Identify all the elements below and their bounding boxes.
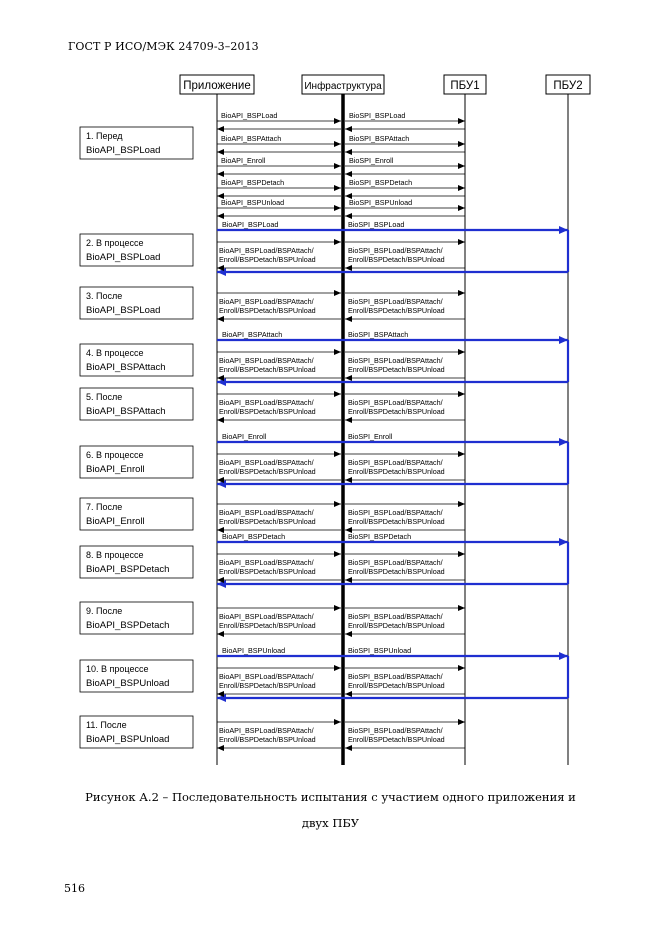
combined-spi-text-2: Enroll/BSPDetach/BSPUnload	[348, 365, 445, 374]
phase-label-line1: 2. В процессе	[86, 238, 144, 248]
phase-label-line2: BioAPI_BSPUnload	[86, 678, 170, 689]
combined-api-text-1: BioAPI_BSPLoad/BSPAttach/	[219, 297, 314, 306]
page-number: 516	[64, 882, 85, 895]
combined-api-text-2: Enroll/BSPDetach/BSPUnload	[219, 681, 316, 690]
combined-api-text-1: BioAPI_BSPLoad/BSPAttach/	[219, 558, 314, 567]
phase-label-line1: 3. После	[86, 291, 123, 301]
phase-label-line2: BioAPI_Enroll	[86, 516, 145, 527]
combined-api-text-2: Enroll/BSPDetach/BSPUnload	[219, 567, 316, 576]
phase-label-line2: BioAPI_BSPUnload	[86, 734, 170, 745]
phase-call-spi-label: BioSPI_BSPUnload	[348, 646, 412, 655]
combined-spi-text-1: BioSPI_BSPLoad/BSPAttach/	[348, 458, 443, 467]
combined-spi-text-1: BioSPI_BSPLoad/BSPAttach/	[348, 558, 443, 567]
phase-label-line1: 9. После	[86, 606, 123, 616]
combined-api-text-1: BioAPI_BSPLoad/BSPAttach/	[219, 356, 314, 365]
phase-label-line1: 6. В процессе	[86, 450, 144, 460]
combined-api-text-2: Enroll/BSPDetach/BSPUnload	[219, 735, 316, 744]
phase-call-spi-label: BioSPI_BSPAttach	[348, 330, 409, 339]
phase-label-line1: 10. В процессе	[86, 664, 149, 674]
phase-call-api-label: BioAPI_BSPAttach	[222, 330, 283, 339]
combined-spi-text-2: Enroll/BSPDetach/BSPUnload	[348, 517, 445, 526]
combined-api-text-1: BioAPI_BSPLoad/BSPAttach/	[219, 672, 314, 681]
combined-spi-text-2: Enroll/BSPDetach/BSPUnload	[348, 467, 445, 476]
combined-api-text-2: Enroll/BSPDetach/BSPUnload	[219, 407, 316, 416]
combined-spi-text-1: BioSPI_BSPLoad/BSPAttach/	[348, 726, 443, 735]
combined-api-text-1: BioAPI_BSPLoad/BSPAttach/	[219, 458, 314, 467]
initial-message-2	[217, 134, 465, 152]
combined-spi-text-2: Enroll/BSPDetach/BSPUnload	[348, 567, 445, 576]
combined-spi-text-1: BioSPI_BSPLoad/BSPAttach/	[348, 612, 443, 621]
phase-4	[80, 330, 568, 382]
figure-caption-line-2: двух ПБУ	[301, 816, 360, 830]
initial-message-spi-call-label: BioSPI_Enroll	[349, 156, 394, 165]
phase-3	[80, 287, 465, 319]
phase-label-line2: BioAPI_BSPLoad	[86, 252, 161, 263]
initial-message-5	[217, 198, 465, 216]
combined-spi-text-2: Enroll/BSPDetach/BSPUnload	[348, 306, 445, 315]
participant-label: Инфраструктура	[304, 81, 382, 92]
phase-label-line1: 1. Перед	[86, 131, 123, 141]
phase-9	[80, 602, 465, 634]
phase-call-spi-label: BioSPI_BSPDetach	[348, 532, 412, 541]
phase-label-line1: 5. После	[86, 392, 123, 402]
participant-label: Приложение	[183, 80, 251, 92]
phase-5	[80, 388, 465, 420]
initial-message-api-call-label: BioAPI_BSPDetach	[221, 178, 285, 187]
combined-api-text-2: Enroll/BSPDetach/BSPUnload	[219, 365, 316, 374]
combined-spi-text-1: BioSPI_BSPLoad/BSPAttach/	[348, 672, 443, 681]
phase-11	[80, 716, 465, 748]
combined-spi-text-1: BioSPI_BSPLoad/BSPAttach/	[348, 356, 443, 365]
phase-2	[80, 220, 568, 272]
phase-label-line1: 4. В процессе	[86, 348, 144, 358]
phase-label-line2: BioAPI_BSPAttach	[86, 406, 166, 417]
initial-message-api-call-label: BioAPI_Enroll	[221, 156, 266, 165]
initial-message-spi-call-label: BioSPI_BSPDetach	[349, 178, 413, 187]
phase-label-line2: BioAPI_BSPDetach	[86, 564, 170, 575]
combined-api-text-1: BioAPI_BSPLoad/BSPAttach/	[219, 612, 314, 621]
combined-api-text-2: Enroll/BSPDetach/BSPUnload	[219, 621, 316, 630]
figure-caption-line-1: Рисунок А.2 – Последовательность испытания с участием одного приложения и	[85, 790, 576, 804]
initial-message-api-call-label: BioAPI_BSPUnload	[221, 198, 285, 207]
phase-label-line1: 11. После	[86, 720, 127, 730]
combined-api-text-1: BioAPI_BSPLoad/BSPAttach/	[219, 398, 314, 407]
initial-message-3	[217, 156, 465, 174]
combined-api-text-1: BioAPI_BSPLoad/BSPAttach/	[219, 726, 314, 735]
combined-spi-text-2: Enroll/BSPDetach/BSPUnload	[348, 255, 445, 264]
phase-label-line1: 8. В процессе	[86, 550, 144, 560]
initial-message-spi-call-label: BioSPI_BSPUnload	[349, 198, 413, 207]
document-header: ГОСТ Р ИСО/МЭК 24709-3–2013	[68, 40, 259, 53]
phase-call-api-label: BioAPI_BSPLoad	[222, 220, 279, 229]
combined-spi-text-1: BioSPI_BSPLoad/BSPAttach/	[348, 246, 443, 255]
phase-call-api-label: BioAPI_BSPUnload	[222, 646, 286, 655]
participant-infrastructure	[302, 75, 384, 94]
initial-message-1	[217, 111, 465, 129]
combined-spi-text-1: BioSPI_BSPLoad/BSPAttach/	[348, 398, 443, 407]
initial-message-4	[217, 178, 465, 196]
phase-call-api-label: BioAPI_Enroll	[222, 432, 267, 441]
participant-label: ПБУ2	[553, 80, 583, 92]
phase-call-api-label: BioAPI_BSPDetach	[222, 532, 286, 541]
initial-message-api-call-label: BioAPI_BSPAttach	[221, 134, 282, 143]
phase-label-line2: BioAPI_BSPAttach	[86, 362, 166, 373]
phase-label-line2: BioAPI_BSPLoad	[86, 305, 161, 316]
phase-6	[80, 432, 568, 484]
combined-api-text-2: Enroll/BSPDetach/BSPUnload	[219, 467, 316, 476]
phase-1	[80, 127, 193, 159]
phase-call-spi-label: BioSPI_Enroll	[348, 432, 393, 441]
combined-spi-text-2: Enroll/BSPDetach/BSPUnload	[348, 681, 445, 690]
phase-call-spi-label: BioSPI_BSPLoad	[348, 220, 405, 229]
phase-8	[80, 532, 568, 584]
combined-api-text-1: BioAPI_BSPLoad/BSPAttach/	[219, 508, 314, 517]
combined-api-text-2: Enroll/BSPDetach/BSPUnload	[219, 255, 316, 264]
initial-message-api-call-label: BioAPI_BSPLoad	[221, 111, 278, 120]
combined-api-text-2: Enroll/BSPDetach/BSPUnload	[219, 517, 316, 526]
phase-label-line2: BioAPI_BSPDetach	[86, 620, 170, 631]
phase-label-line1: 7. После	[86, 502, 123, 512]
phase-7	[80, 498, 465, 530]
combined-spi-text-2: Enroll/BSPDetach/BSPUnload	[348, 407, 445, 416]
phase-label-line2: BioAPI_BSPLoad	[86, 145, 161, 156]
participant-bsp2	[546, 75, 590, 94]
initial-message-spi-call-label: BioSPI_BSPAttach	[349, 134, 410, 143]
combined-spi-text-1: BioSPI_BSPLoad/BSPAttach/	[348, 297, 443, 306]
participant-application	[180, 75, 254, 94]
combined-spi-text-2: Enroll/BSPDetach/BSPUnload	[348, 621, 445, 630]
combined-spi-text-2: Enroll/BSPDetach/BSPUnload	[348, 735, 445, 744]
combined-api-text-1: BioAPI_BSPLoad/BSPAttach/	[219, 246, 314, 255]
phase-10	[80, 646, 568, 698]
initial-message-spi-call-label: BioSPI_BSPLoad	[349, 111, 406, 120]
phase-label-line2: BioAPI_Enroll	[86, 464, 145, 475]
participant-bsp1	[444, 75, 486, 94]
participant-label: ПБУ1	[450, 80, 480, 92]
combined-api-text-2: Enroll/BSPDetach/BSPUnload	[219, 306, 316, 315]
combined-spi-text-1: BioSPI_BSPLoad/BSPAttach/	[348, 508, 443, 517]
